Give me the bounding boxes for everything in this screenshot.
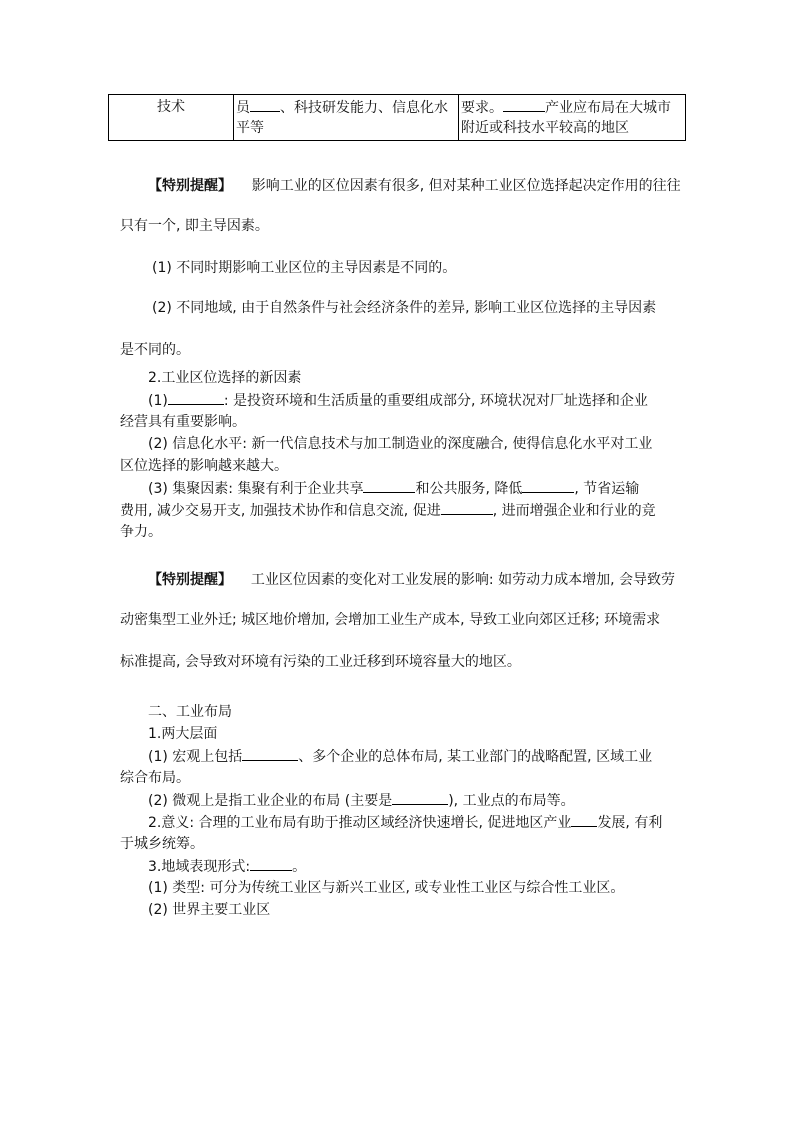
tip2-line2: 动密集型工业外迁; 城区地价增加, 会增加工业生产成本, 导致工业向郊区迁移; 环境需求 (120, 612, 661, 628)
section2-p2-line2: 区位选择的影响越来越大。 (120, 458, 288, 474)
tip1-item2-line1: (2) 不同地域, 由于自然条件与社会经济条件的差异, 影响工业区位选择的主导因素 (152, 300, 657, 316)
part2-l3: 2.意义: 合理的工业布局有助于推动区域经济快速增长, 促进地区产业 发展, 有利 (148, 812, 662, 833)
part2-l5: (1) 类型: 可分为传统工业区与新兴工业区, 或专业性工业区与综合性工业区。 (148, 880, 625, 896)
tip-label: 【特别提醒】 (148, 178, 232, 194)
part2-l3-line2: 于城乡统筹。 (120, 836, 204, 852)
tip2-line1: 【特别提醒】 工业区位因素的变化对工业发展的影响: 如劳动力成本增加, 会导致劳 (148, 572, 675, 588)
part2-sub1: 1.两大层面 (148, 726, 218, 742)
table-cell-factor: 技术 (109, 95, 234, 141)
part2-l1-line2: 综合布局。 (120, 770, 190, 786)
tip1-line1: 【特别提醒】 影响工业的区位因素有很多, 但对某种工业区位选择起决定作用的往往 (148, 178, 681, 194)
part2-l6: (2) 世界主要工业区 (148, 902, 271, 918)
tip-label: 【特别提醒】 (148, 572, 232, 588)
tip2-line3: 标准提高, 会导致对环境有污染的工业迁移到环境容量大的地区。 (120, 654, 521, 670)
part-heading: 二、工业布局 (148, 704, 232, 720)
part2-l1: (1) 宏观上包括 、多个企业的总体布局, 某工业部门的战略配置, 区域工业 (148, 746, 652, 767)
table-cell-requirement: 要求。 产业应布局在大城市附近或科技水平较高的地区 (459, 95, 686, 141)
tip1-line2: 只有一个, 即主导因素。 (120, 218, 269, 234)
section2-p1-line2: 经营具有重要影响。 (120, 414, 246, 430)
table-cell-description: 员 、科技研发能力、信息化水平等 (234, 95, 459, 141)
part2-l4: 3.地域表现形式: 。 (148, 856, 306, 877)
tip1-item2-line2: 是不同的。 (120, 342, 190, 358)
section2-p3-line1: (3) 集聚因素: 集聚有利于企业共享 和公共服务, 降低 , 节省运输 (148, 478, 639, 499)
tip1-item1: (1) 不同时期影响工业区位的主导因素是不同的。 (152, 260, 457, 276)
section2-p1-line1: (1) : 是投资环境和生活质量的重要组成部分, 环境状况对厂址选择和企业 (148, 390, 648, 411)
section-heading: 2.工业区位选择的新因素 (148, 370, 302, 386)
section2-p3-line2: 费用, 减少交易开支, 加强技术协作和信息交流, 促进 , 进而增强企业和行业的竞 (120, 500, 656, 521)
section2-p3-line3: 争力。 (120, 524, 162, 540)
section2-p2-line1: (2) 信息化水平: 新一代信息技术与加工制造业的深度融合, 使得信息化水平对工业 (148, 436, 653, 452)
table-row (109, 95, 686, 141)
part2-l2: (2) 微观上是指工业企业的布局 (主要是 ), 工业点的布局等。 (148, 790, 575, 811)
industry-factor-table (108, 94, 686, 141)
